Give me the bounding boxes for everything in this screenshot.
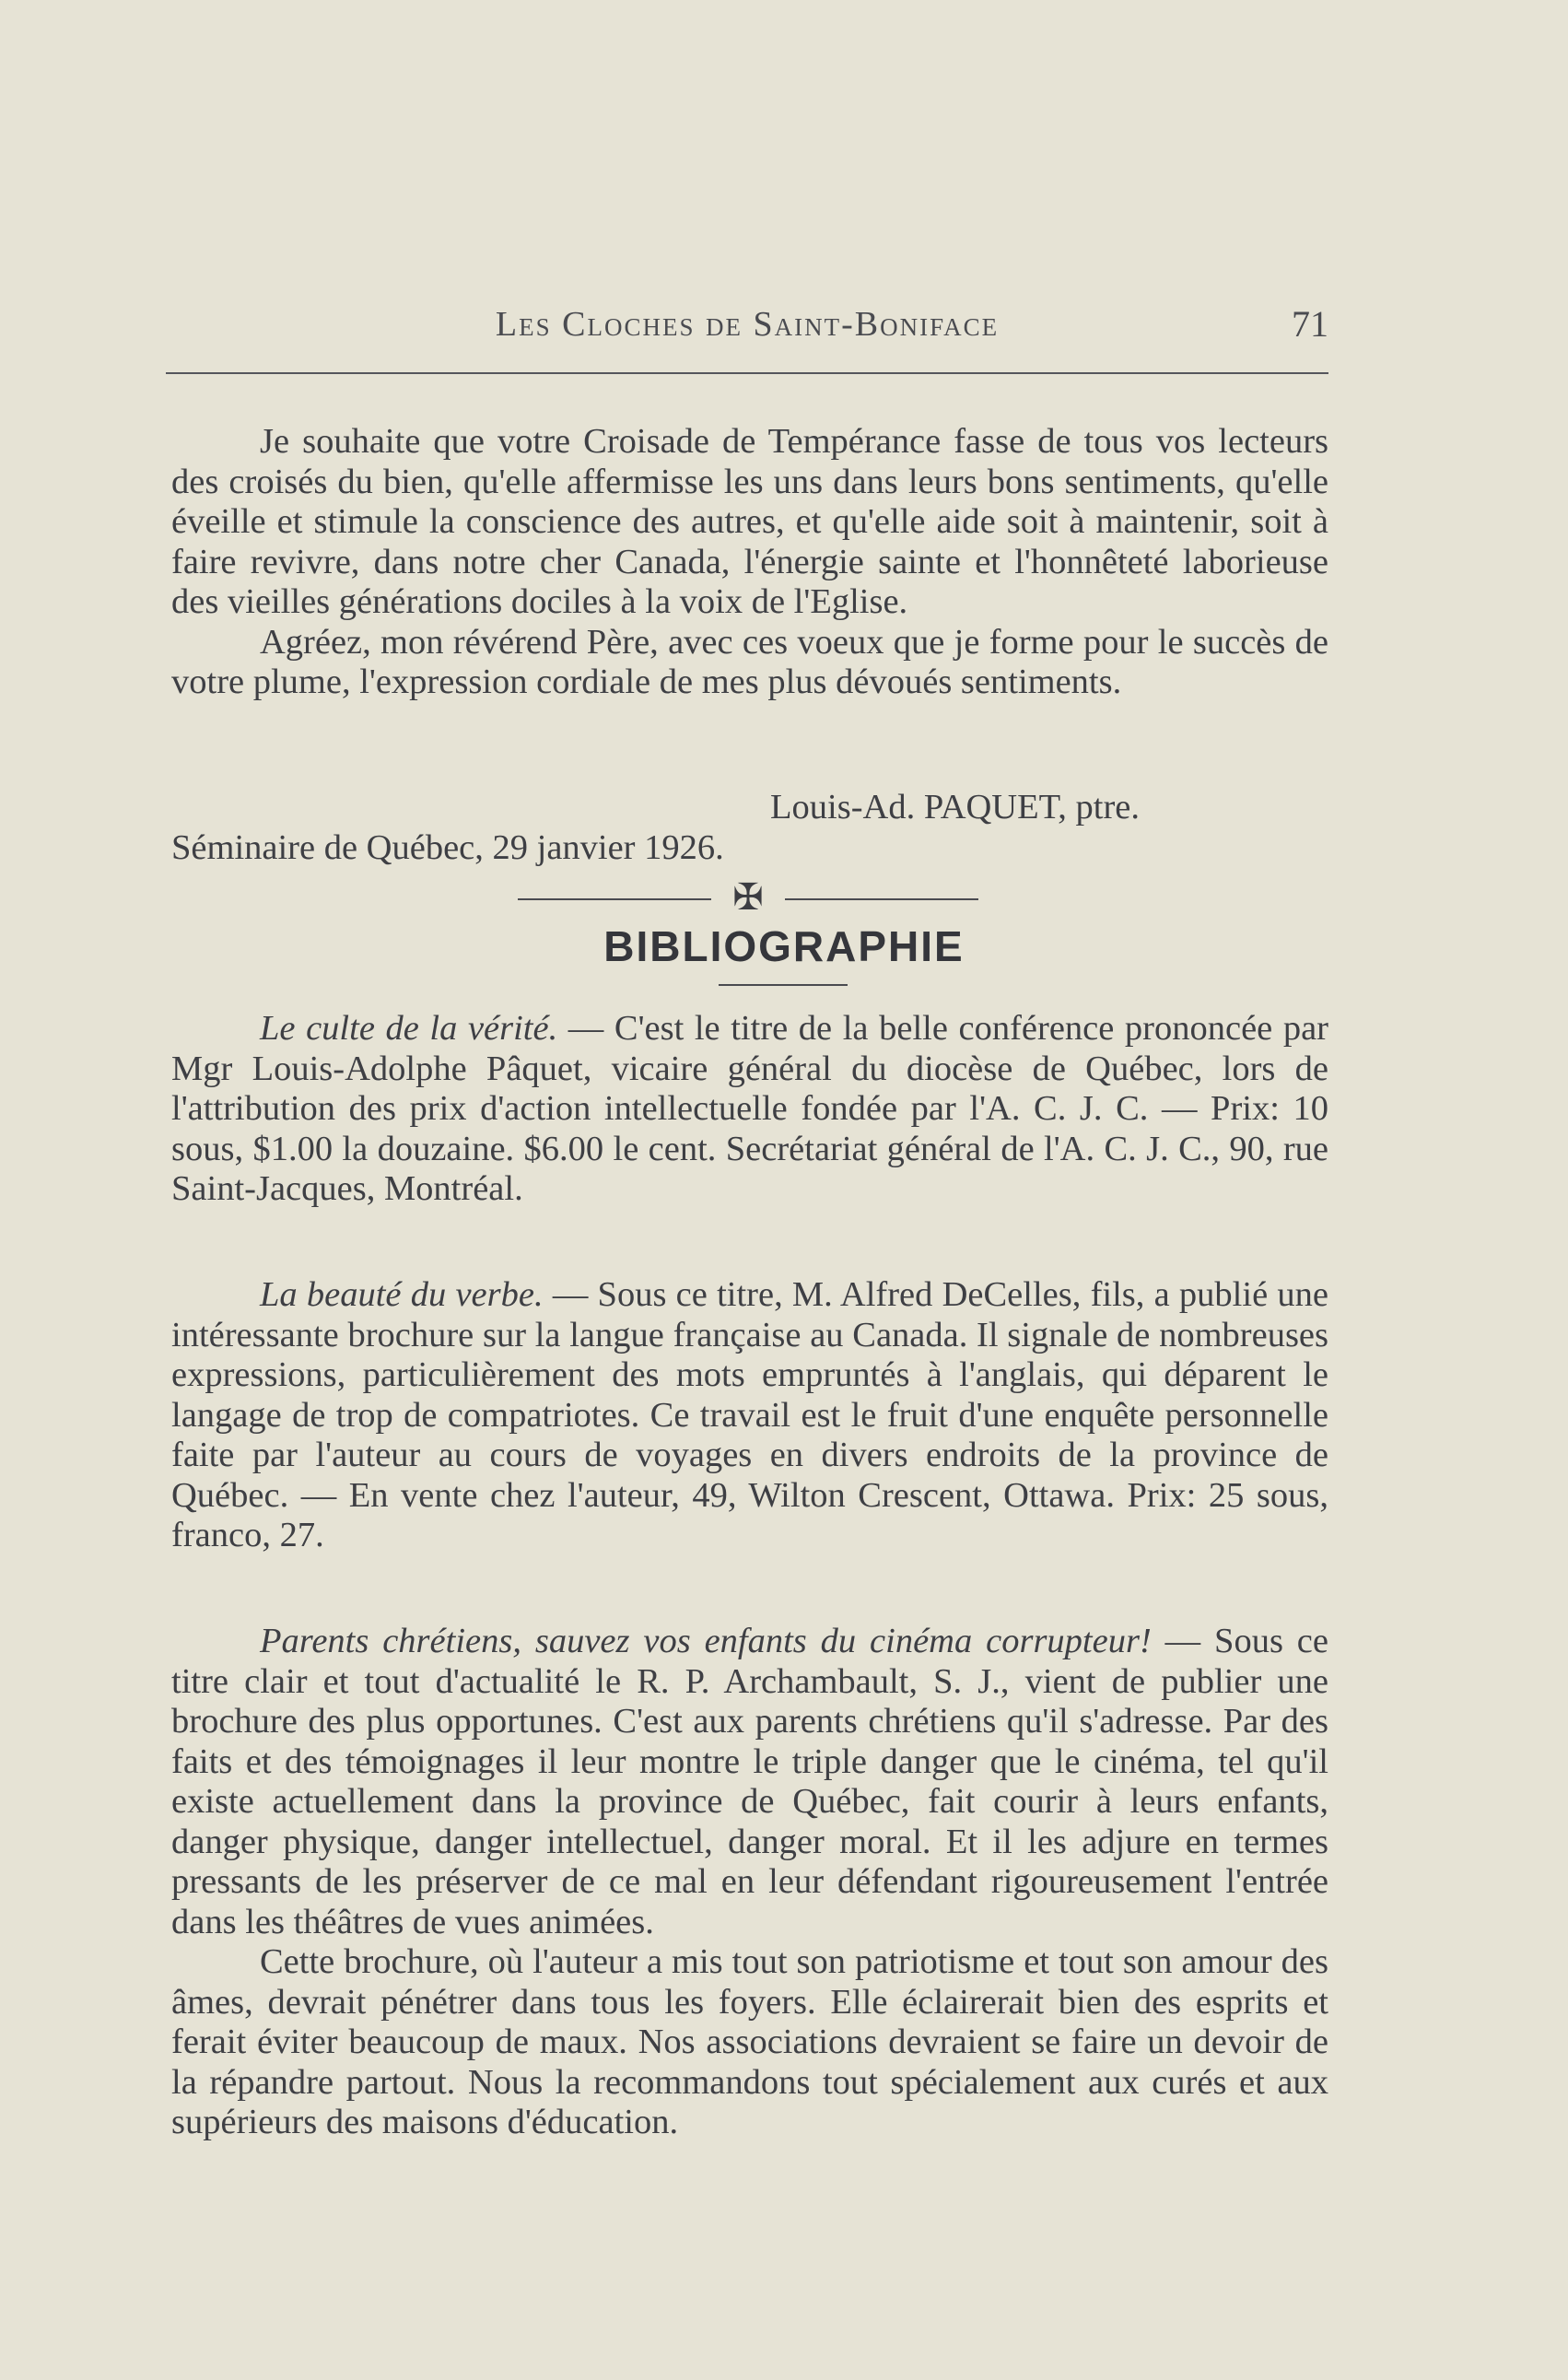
page-header <box>166 297 1328 352</box>
review-title: La beauté du verbe. <box>260 1275 544 1314</box>
review-body: — Sous ce titre clair et tout d'actualité le R. P. Archambault, S. J., vient de publier une brochure des plus opportunes. C'est aux parents chrétiens qu'il s'adresse. Par des faits et des témoignages il leur montre le triple danger que le cinéma, tel qu'il existe actuellement dans la province de Québec, fait courir à leurs enfants, danger physique, danger intellectuel, danger moral. Et il les adjure en termes pressants de les préserver de ce mal en leur défendant rigoureusement l'entrée dans les théâtres de vues animées. <box>171 1622 1328 1941</box>
review-title: Le culte de la vérité. <box>260 1009 558 1048</box>
review-body: — Sous ce titre, M. Alfred DeCelles, fils, a publié une intéressante brochure sur la langue française au Canada. Il signale de nombreuses expressions, particulièrement des mots empruntés à l'anglais, qui déparent le langage de trop de compatriotes. Ce travail est le fruit d'une enquête personnelle faite par l'auteur au cours de voyages en divers endroits de la province de Québec. — En vente chez l'auteur, 49, Wilton Crescent, Ottawa. Prix: 25 sous, franco, 27. <box>171 1275 1328 1554</box>
letter-paragraph: Agréez, mon révérend Père, avec ces voeux que je forme pour le succès de votre plume, l'expression cordiale de mes plus dévoués sentiments. <box>171 622 1328 701</box>
maltese-cross-icon: ✠ <box>732 876 764 918</box>
heading-underline <box>719 984 848 986</box>
review-entry <box>171 1275 1328 1556</box>
page-number: 71 <box>1292 303 1328 345</box>
divider-line-left <box>518 898 711 900</box>
letter-body <box>171 422 1328 703</box>
running-title: Les Cloches de Saint-Boniface <box>495 305 1000 344</box>
review-continuation: Cette brochure, où l'auteur a mis tout son patriotisme et tout son amour des âmes, devrait pénétrer dans tous les foyers. Elle éclairerait bien des esprits et ferait éviter beaucoup de maux. Nos associations devraient se faire un devoir de la répandre partout. Nous la recommandons tout spécialement aux curés et aux supérieurs des maisons d'éducation. <box>171 1942 1328 2141</box>
divider-line-right <box>785 898 978 900</box>
review-entry <box>171 1009 1328 1210</box>
letter-paragraph: Je souhaite que votre Croisade de Tempérance fasse de tous vos lecteurs des croisés du bien, qu'elle affermisse les uns dans leurs bons sentiments, qu'elle éveille et stimule la conscience des autres, et qu'elle aide soit à maintenir, soit à faire revivre, dans notre cher Canada, l'énergie sainte et l'honnêteté laborieuse des vieilles générations dociles à la voix de l'Eglise. <box>171 422 1328 621</box>
letter-signature: Louis-Ad. PAQUET, ptre. <box>770 788 1141 827</box>
letter-place-date: Séminaire de Québec, 29 janvier 1926. <box>171 828 724 867</box>
section-title: BIBLIOGRAPHIE <box>603 922 965 970</box>
review-title: Parents chrétiens, sauvez vos enfants du cinéma corrupteur! <box>260 1622 1152 1660</box>
header-rule <box>166 372 1328 374</box>
review-paragraph <box>171 1622 1328 1942</box>
section-divider <box>518 875 978 921</box>
review-entry <box>171 1622 1328 2143</box>
review-body: — C'est le titre de la belle conférence prononcée par Mgr Louis-Adolphe Pâquet, vicaire général du diocèse de Québec, lors de l'attribution des prix d'action intellectuelle fondée par l'A. C. J. C. — Prix: 10 sous, $1.00 la douzaine. $6.00 le cent. Secrétariat général de l'A. C. J. C., 90, rue Saint-Jacques, Montréal. <box>171 1009 1329 1208</box>
